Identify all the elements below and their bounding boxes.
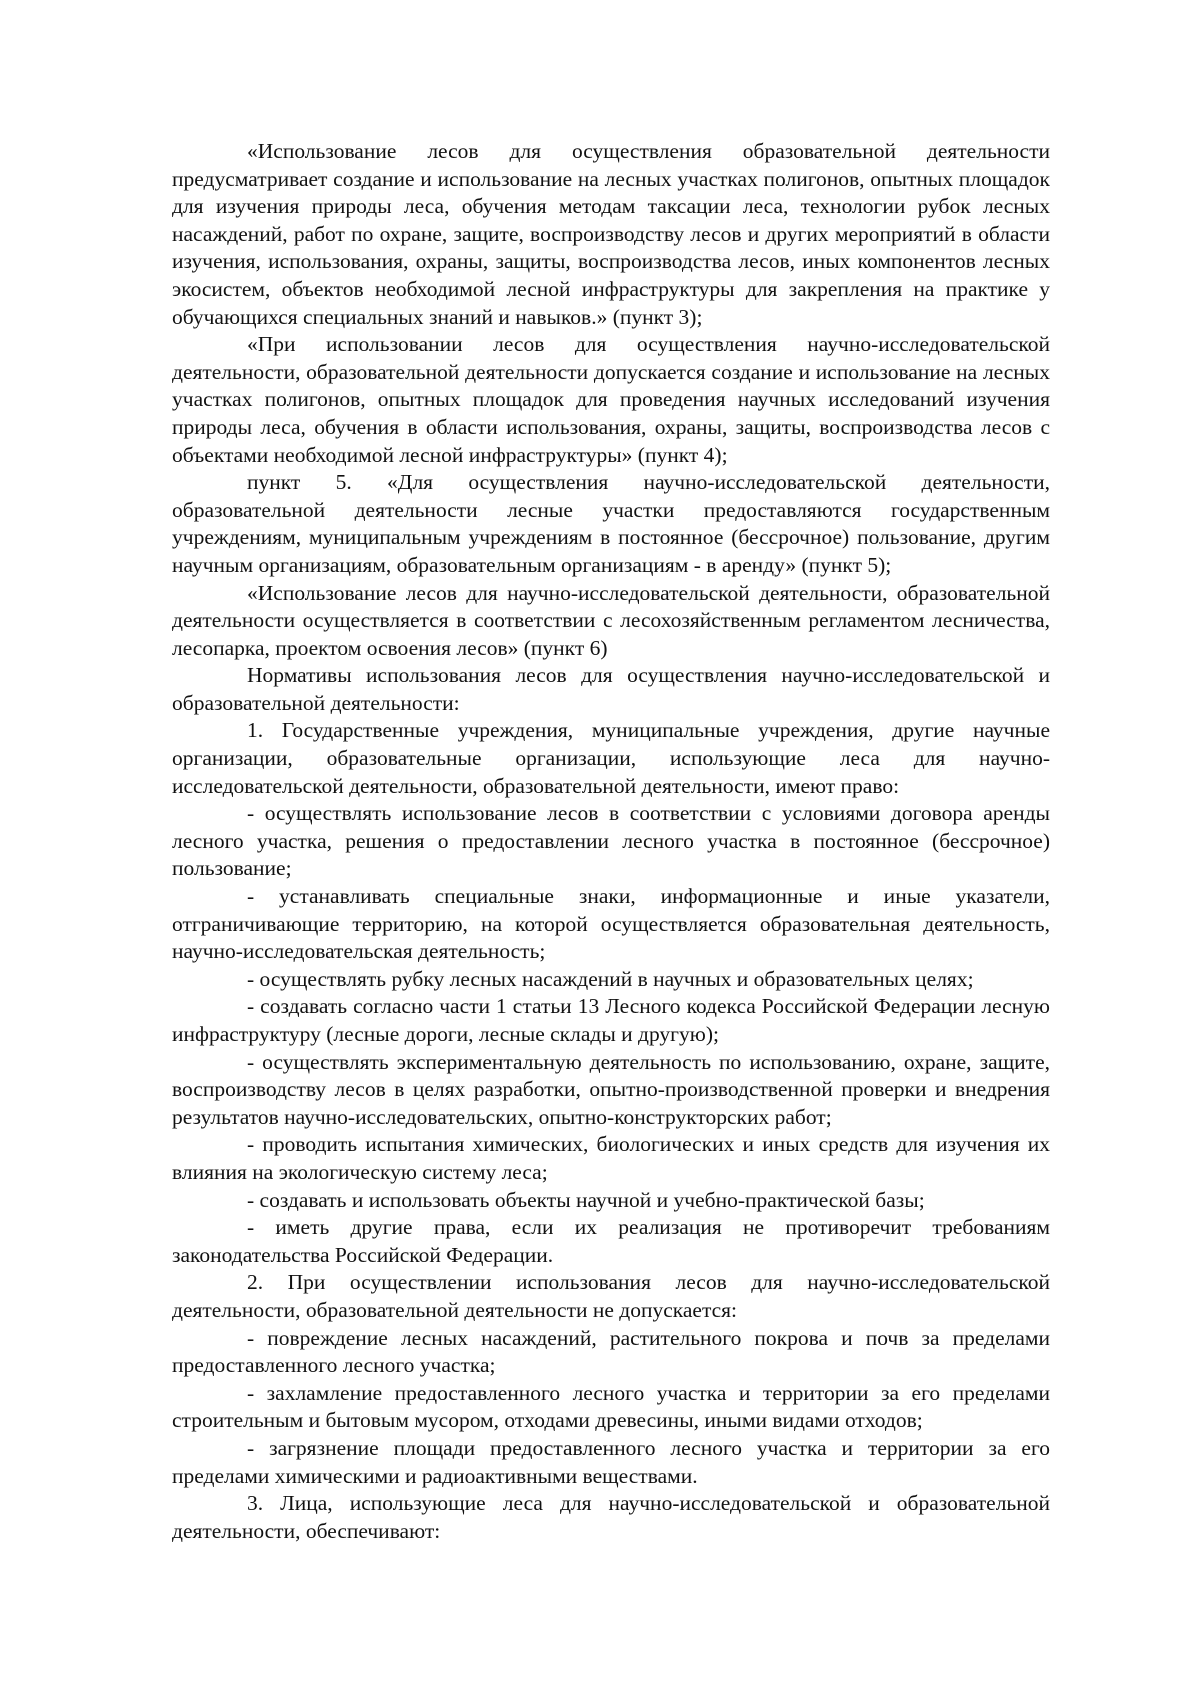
list-item: - осуществлять рубку лесных насаждений в научных и образовательных целях; [247, 966, 974, 991]
document-page [172, 138, 1050, 1545]
paragraph-norms-intro: Нормативы использования лесов для осуществления научно-исследовательской и образовательной деятельности: [172, 663, 1050, 715]
paragraph-point-4: «При использовании лесов для осуществления научно-исследовательской деятельности, образовательной деятельности допускается создание и использование на лесных участках полигонов, опытных площадок для проведения научных исследований изучения природы леса, обучения в области использования, охраны, защиты, воспроизводства лесов с объектами необходимой лесной инфраструктуры» (пункт 4); [172, 332, 1050, 467]
list-item: - осуществлять экспериментальную деятельность по использованию, охране, защите, воспроизводству лесов в целях разработки, опытно-производственной проверки и внедрения результатов научно-исследовательских, опытно-конструкторских работ; [172, 1049, 1050, 1129]
paragraph-point-3: «Использование лесов для осуществления образовательной деятельности предусматривает создание и использование на лесных участках полигонов, опытных площадок для изучения природы леса, обучения методам таксации леса, технологии рубок лесных насаждений, работ по охране, защите, воспроизводству лесов и других мероприятий в области изучения, использования, охраны, защиты, воспроизводства лесов, иных компонентов лесных экосистем, объектов необходимой лесной инфраструктуры для закрепления на практике у обучающихся специальных знаний и навыков.» (пункт 3); [172, 139, 1050, 329]
list-item: - создавать согласно части 1 статьи 13 Лесного кодекса Российской Федерации лесную инфраструктуру (лесные дороги, лесные склады и другую); [172, 994, 1050, 1046]
list-item: - захламление предоставленного лесного участка и территории за его пределами строительным и бытовым мусором, отходами древесины, иными видами отходов; [172, 1380, 1050, 1433]
list-item: - иметь другие права, если их реализация не противоречит требованиям законодательства Российской Федерации. [172, 1215, 1050, 1267]
paragraph-norm-1: 1. Государственные учреждения, муниципальные учреждения, другие научные организации, образовательные организации, использующие леса для научно-исследовательской деятельности, образовательной деятельности, имеют право: [172, 718, 1050, 798]
paragraph-norm-3: 3. Лица, использующие леса для научно-исследовательской и образовательной деятельности, обеспечивают: [172, 1491, 1050, 1543]
list-item: - осуществлять использование лесов в соответствии с условиями договора аренды лесного участка, решения о предоставлении лесного участка в постоянное (бессрочное) пользование; [172, 801, 1050, 881]
list-item: - повреждение лесных насаждений, растительного покрова и почв за пределами предоставленного лесного участка; [172, 1325, 1050, 1378]
paragraph-point-5: пункт 5. «Для осуществления научно-исследовательской деятельности, образовательной деятельности лесные участки предоставляются государственным учреждениям, муниципальным учреждениям в постоянное (бессрочное) пользование, другим научным организациям, образовательным организациям - в аренду» (пункт 5); [172, 470, 1050, 577]
list-item: - загрязнение площади предоставленного лесного участка и территории за его пределами химическими и радиоактивными веществами. [172, 1435, 1050, 1488]
list-item: - создавать и использовать объекты научной и учебно-практической базы; [247, 1187, 925, 1212]
paragraph-point-6: «Использование лесов для научно-исследовательской деятельности, образовательной деятельности осуществляется в соответствии с лесохозяйственным регламентом лесничества, лесопарка, проектом освоения лесов» (пункт 6) [172, 580, 1050, 660]
list-item: - устанавливать специальные знаки, информационные и иные указатели, отграничивающие территорию, на которой осуществляется образовательная деятельность, научно-исследовательская деятельность; [172, 884, 1050, 964]
paragraph-norm-2: 2. При осуществлении использования лесов для научно-исследовательской деятельности, образовательной деятельности не допускается: [172, 1270, 1050, 1322]
list-item: - проводить испытания химических, биологических и иных средств для изучения их влияния на экологическую систему леса; [172, 1132, 1050, 1184]
